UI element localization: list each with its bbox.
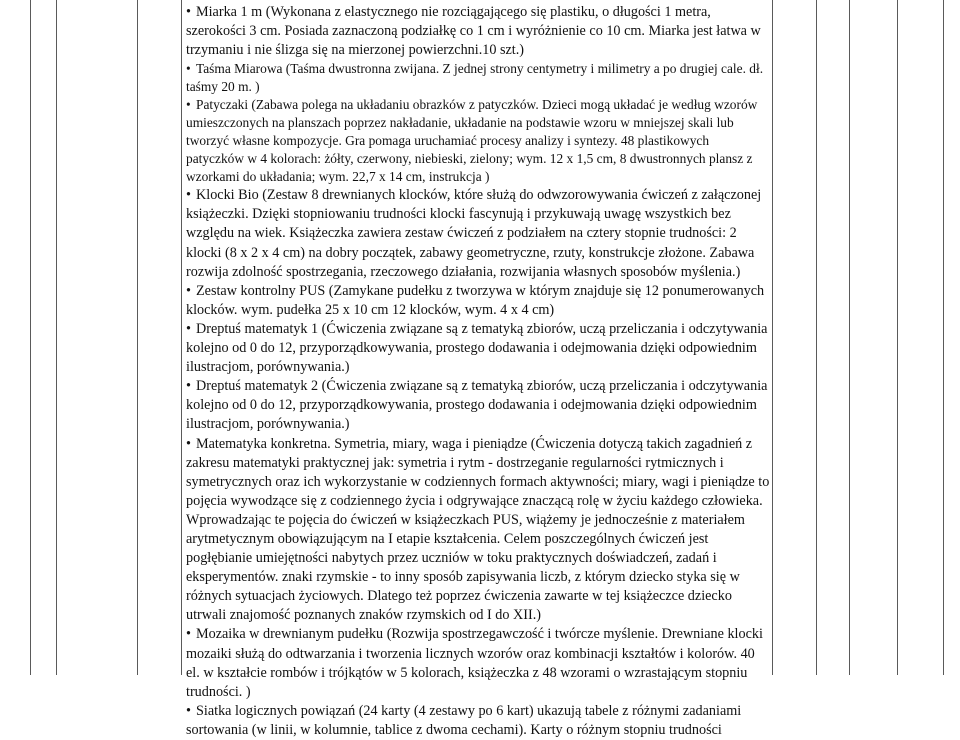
table-border [849,0,850,675]
bullet-icon: • [186,378,191,395]
table-border [772,0,773,675]
list-item: • Zestaw kontrolny PUS (Zamykane pudełku z tworzywa w którym znajduje się 12 ponumerowanych klocków. wym. pudełka 25 x 10 cm 12 klocków, wym. 4 x 4 cm) [186,282,765,318]
bullet-icon: • [186,282,191,299]
list-item: • Dreptuś matematyk 2 (Ćwiczenia związane są z tematyką zbiorów, uczą przeliczania i odczytywania kolejno od 0 do 12, przyporządkowywania, prostego dodawania i odejmowania dzięki odpowiednim ilustracjom, porównywania.) [186,378,768,433]
list-item: • Matematyka konkretna. Symetria, miary, waga i pieniądze (Ćwiczenia dotyczą takich zagadnień z zakresu matematyki praktycznej jak: symetria i rytm - dostrzeganie regularności rytmicznych i symetrycznych oraz ich wykorzystanie w codziennych formach aktywności; miary, wagi i pieniądze to pojęcia wywodzące się z codziennego życia i odgrywające znaczącą rolę w życiu każdego człowieka. Wprowadzając te pojęcia do ćwiczeń w książeczkach PUS, wiążemy je jednocześnie z materiałem arytmetycznym obowiązującym na I etapie kształcenia. Celem poszczególnych ćwiczeń jest pogłębianie umiejętności nabytych przez uczniów w toku praktycznych doświadczeń, zadań i eksperymentów. znaki rzymskie - to inny sposób zapisywania liczb, z którym dziecko styka się w różnych sytuacjach życiowych. Dlatego też poprzez ćwiczenia zawarte w tej książeczce dziecko utrwali znajomość poznanych znaków rzymskich od I do XII.) [186,435,770,624]
list-item: • Taśma Miarowa (Taśma dwustronna zwijana. Z jednej strony centymetry i milimetry a po drugiej cale. dł. taśmy 20 m. ) [186,61,764,95]
list-item: • Siatka logicznych powiązań (24 karty (4 zestawy po 6 kart) ukazują tabele z różnymi zadaniami sortowania (w linii, w kolumnie, tablice z dwoma cechami). Karty o różnym stopniu trudności [186,702,742,738]
table-border [30,0,31,675]
bullet-icon: • [186,61,191,77]
bullet-icon: • [186,626,191,643]
table-border [897,0,898,675]
bullet-icon: • [186,435,191,452]
bullet-icon: • [186,702,191,719]
table-border [56,0,57,675]
table-border [943,0,944,675]
bullet-icon: • [186,320,191,337]
list-item: • Patyczaki (Zabawa polega na układaniu obrazków z patyczków. Dzieci mogą układać je według wzorów umieszczonych na planszach poprzez nakładanie, układanie na podstawie wzoru w mniejszej skali lub tworzyć własne kompozycje. Gra pomaga uruchamiać procesy analizy i syntezy. 48 plastikowych patyczków w 4 kolorach: żółty, czerwony, niebieski, zielony; wym. 12 x 1,5 cm, 8 dwustronnych plansz z wzorkami do układania; wym. 22,7 x 14 cm, instrukcja ) [186,97,758,185]
bullet-icon: • [186,4,191,20]
list-item: • Mozaika w drewnianym pudełku (Rozwija spostrzegawczość i twórcze myślenie. Drewniane klocki mozaiki służą do odtwarzania i tworzenia licznych wzorów oraz kombinacji kształtów i kolorów. 40 el. w kształcie rombów i trójkątów w 5 kolorach, książeczka z 48 wzorami o wzrastającym stopniu trudności. ) [186,626,763,700]
table-border [137,0,138,675]
bullet-icon: • [186,97,191,113]
table-border [181,0,182,675]
table-border [816,0,817,675]
list-item: • Klocki Bio (Zestaw 8 drewnianych klocków, które służą do odwzorowywania ćwiczeń z załączonej książeczki. Dzięki stopniowaniu trudności klocki fascynują i przykuwają uwagę wszystkich bez względu na wiek. Książeczka zawiera zestaw ćwiczeń z podziałem na cztery stopnie trudności: 2 klocki (8 x 2 x 4 cm) na dobry początek, zabawy geometryczne, rzuty, konstrukcje złożone. Zabawa rozwija zdolność spostrzegania, rzeczowego działania, rozwijania własnych sposobów myślenia.) [186,187,762,280]
list-item: • Dreptuś matematyk 1 (Ćwiczenia związane są z tematyką zbiorów, uczą przeliczania i odczytywania kolejno od 0 do 12, przyporządkowywania, prostego dodawania i odejmowania dzięki odpowiednim ilustracjom, porównywania.) [186,320,768,376]
list-item: • Miarka 1 m (Wykonana z elastycznego nie rozciągającego się plastiku, o długości 1 metra, szerokości 3 cm. Posiada zaznaczoną podziałkę co 1 cm i wyróżnienie co 10 cm. Miarka jest łatwa w trzymaniu i nie ślizga się na mierzonej powierzchni.10 szt.) [186,4,761,59]
description-cell [186,3,770,740]
bullet-icon: • [186,187,191,204]
